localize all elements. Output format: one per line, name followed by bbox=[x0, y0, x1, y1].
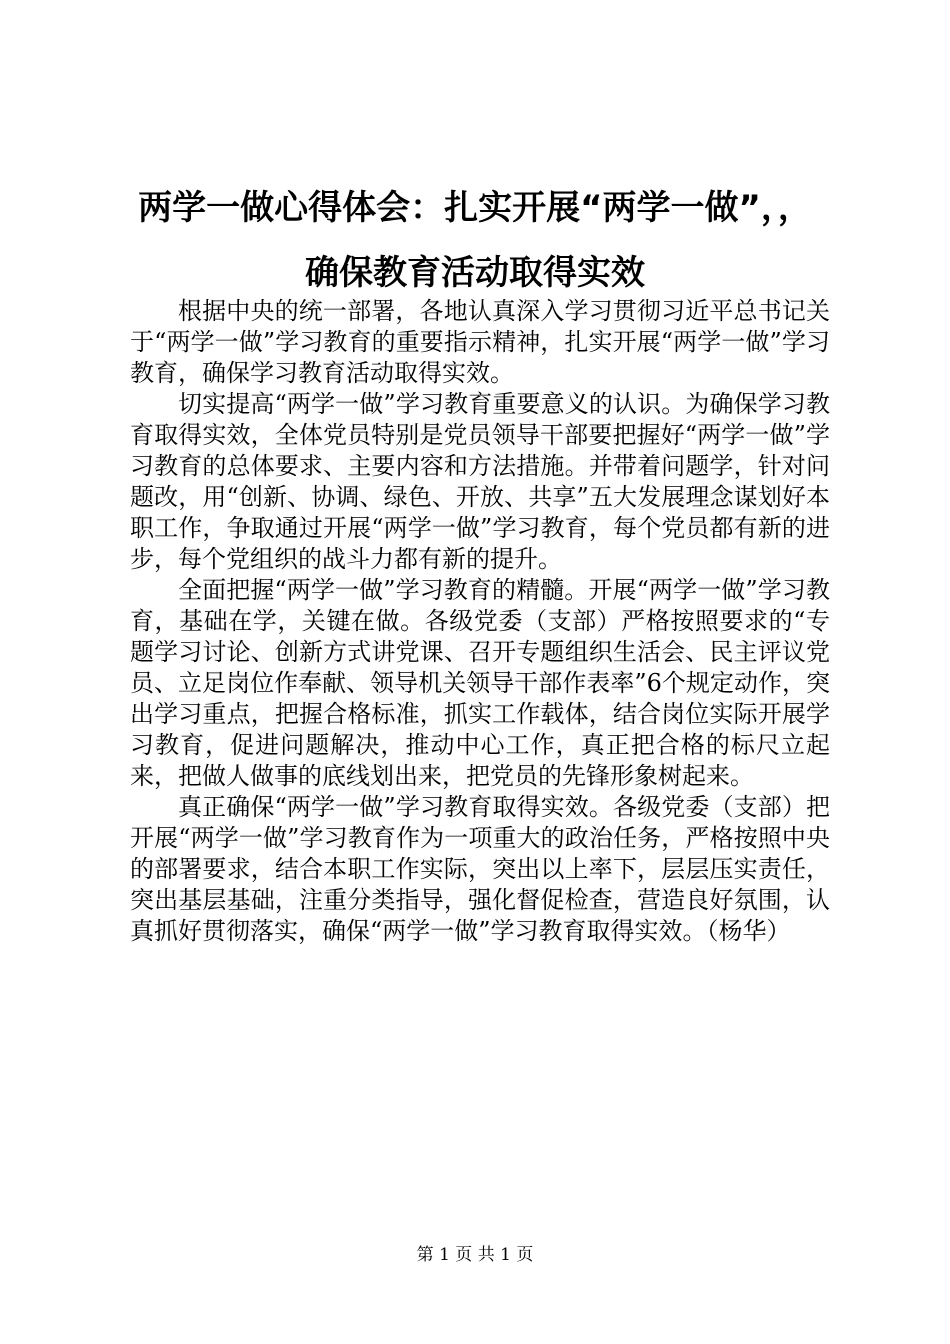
document-title-line-1: 两学一做心得体会：扎实开展“两学一做”，， bbox=[138, 188, 812, 228]
page-number-footer: 第 1 页 共 1 页 bbox=[416, 1245, 534, 1265]
paragraph-awareness: 切实提高“两学一做”学习教育重要意义的认识。为确保学习教育取得实效，全体党员特别是党员领导干部要把握好“两学一做”学习教育的总体要求、主要内容和方法措施。并带着问题学，针对问题改，用“创新、协调、绿色、开放、共享”五大发展理念谋划好本职工作，争取通过开展“两学一做”学习教育，每个党员都有新的进步，每个党组织的战斗力都有新的提升。 bbox=[130, 390, 830, 573]
paragraph-essence: 全面把握“两学一做”学习教育的精髓。开展“两学一做”学习教育，基础在学，关键在做。各级党委（支部）严格按照要求的“专题学习讨论、创新方式讲党课、召开专题组织生活会、民主评议党员、立足岗位作奉献、领导机关领导干部作表率”6个规定动作，突出学习重点，把握合格标准，抓实工作载体，结合岗位实际开展学习教育，促进问题解决，推动中心工作，真正把合格的标尺立起来，把做人做事的底线划出来，把党员的先锋形象树起来。 bbox=[130, 576, 830, 790]
document-title-line-2: 确保教育活动取得实效 bbox=[305, 253, 645, 293]
document-body bbox=[130, 296, 830, 947]
paragraph-effectiveness: 真正确保“两学一做”学习教育取得实效。各级党委（支部）把开展“两学一做”学习教育作为一项重大的政治任务，严格按照中央的部署要求，结合本职工作实际，突出以上率下，层层压实责任，突出基层基础，注重分类指导，强化督促检查，营造良好氛围，认真抓好贯彻落实，确保“两学一做”学习教育取得实效。（杨华） bbox=[130, 793, 830, 945]
paragraph-intro: 根据中央的统一部署，各地认真深入学习贯彻习近平总书记关于“两学一做”学习教育的重要指示精神，扎实开展“两学一做”学习教育，确保学习教育活动取得实效。 bbox=[130, 297, 830, 387]
